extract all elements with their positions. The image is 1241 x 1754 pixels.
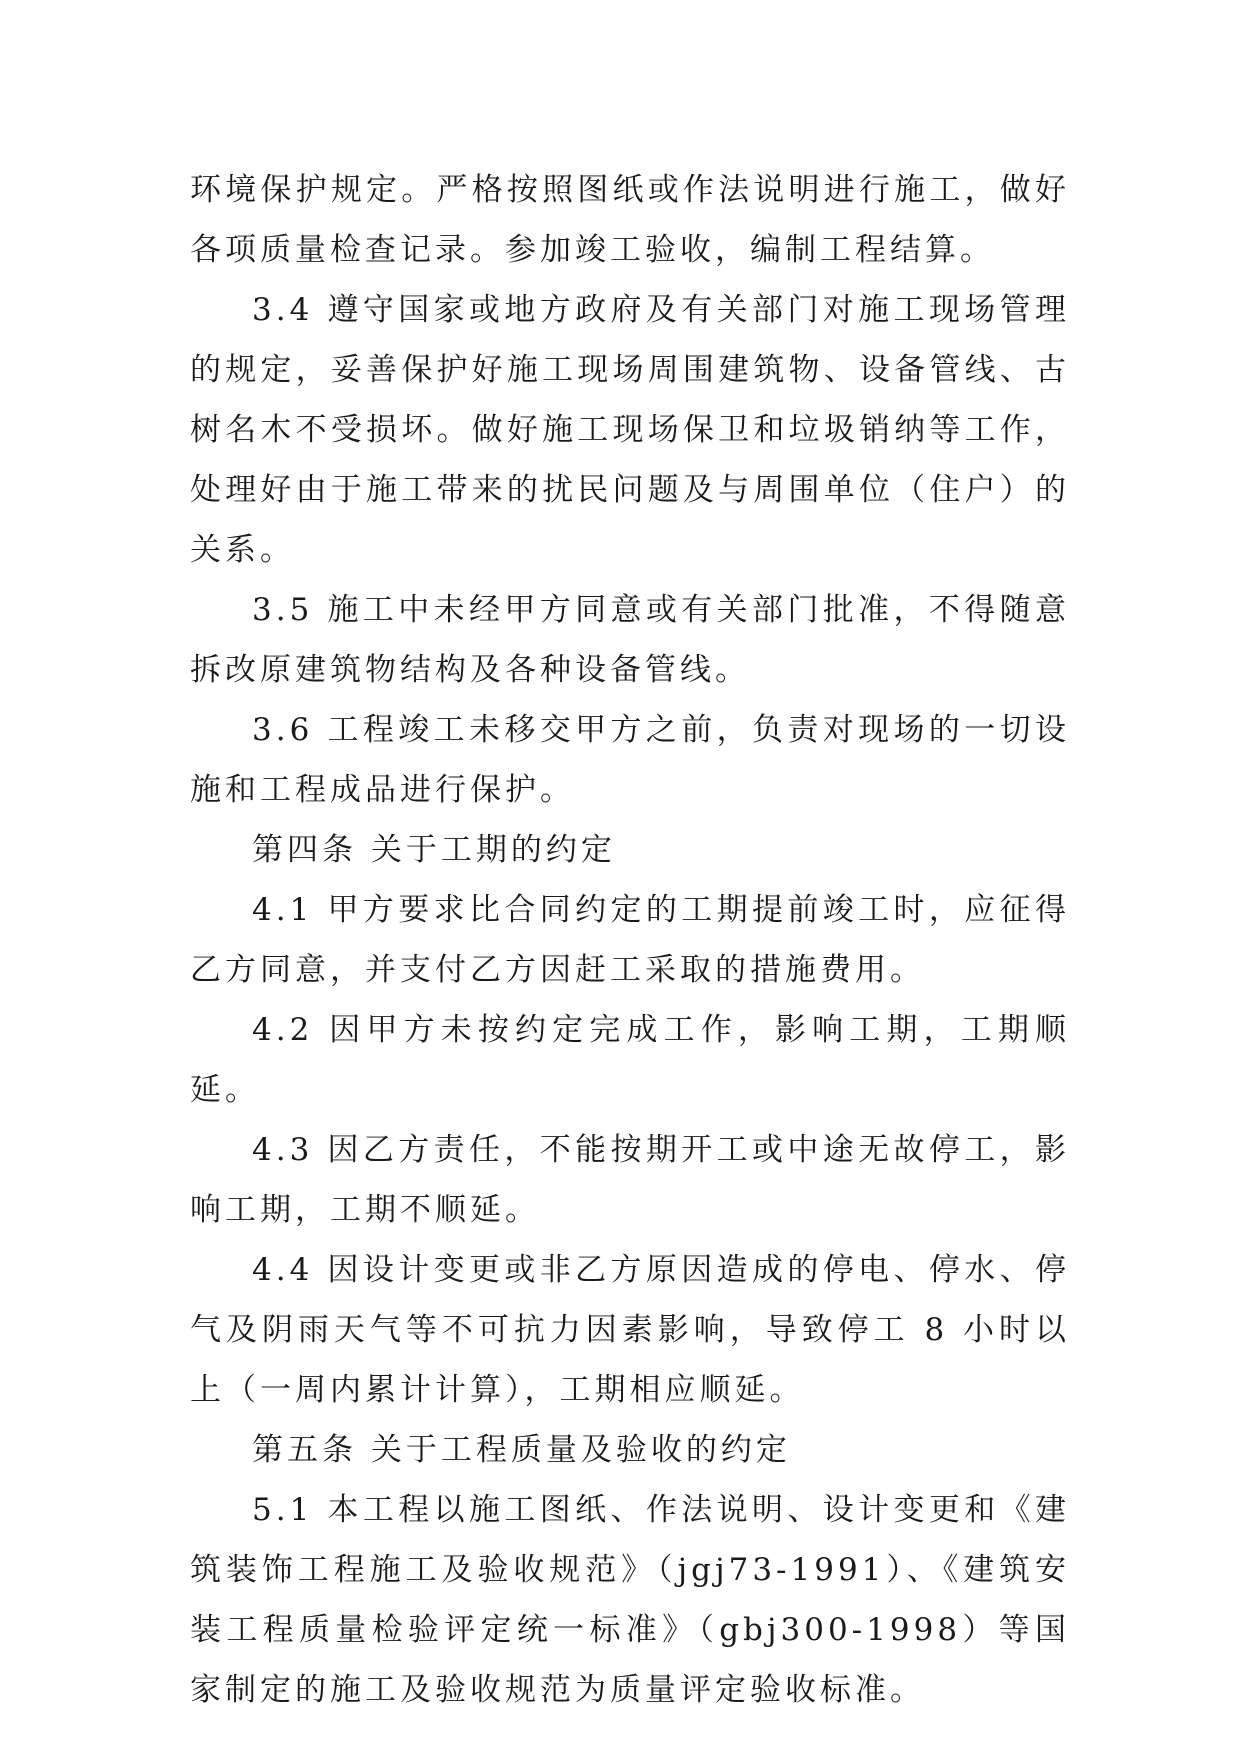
clause-4-1: 4.1 甲方要求比合同约定的工期提前竣工时，应征得乙方同意，并支付乙方因赶工采取的措施费用。 [190, 892, 1070, 988]
paragraph-continuation: 环境保护规定。严格按照图纸或作法说明进行施工，做好各项质量检查记录。参加竣工验收，编制工程结算。 [190, 172, 1070, 268]
article-4-heading: 第四条 关于工期的约定 [252, 832, 616, 868]
clause-4-3: 4.3 因乙方责任，不能按期开工或中途无故停工，影响工期，工期不顺延。 [190, 1132, 1070, 1228]
clause-5-1: 5.1 本工程以施工图纸、作法说明、设计变更和《建筑装饰工程施工及验收规范》（jgj73-1991）、《建筑安装工程质量检验评定统一标准》（gbj300-1998）等国家制定的施工及验收规范为质量评定验收标准。 [190, 1492, 1070, 1708]
document-body [190, 160, 1070, 1720]
clause-4-2: 4.2 因甲方未按约定完成工作，影响工期，工期顺延。 [190, 1012, 1070, 1108]
clause-4-4: 4.4 因设计变更或非乙方原因造成的停电、停水、停气及阴雨天气等不可抗力因素影响，导致停工 8 小时以上（一周内累计计算），工期相应顺延。 [190, 1252, 1070, 1408]
article-5-heading: 第五条 关于工程质量及验收的约定 [252, 1432, 791, 1468]
clause-3-4: 3.4 遵守国家或地方政府及有关部门对施工现场管理的规定，妥善保护好施工现场周围建筑物、设备管线、古树名木不受损坏。做好施工现场保卫和垃圾销纳等工作，处理好由于施工带来的扰民问题及与周围单位（住户）的关系。 [190, 292, 1070, 568]
clause-3-6: 3.6 工程竣工未移交甲方之前，负责对现场的一切设施和工程成品进行保护。 [190, 712, 1070, 808]
clause-3-5: 3.5 施工中未经甲方同意或有关部门批准，不得随意拆改原建筑物结构及各种设备管线。 [190, 592, 1070, 688]
